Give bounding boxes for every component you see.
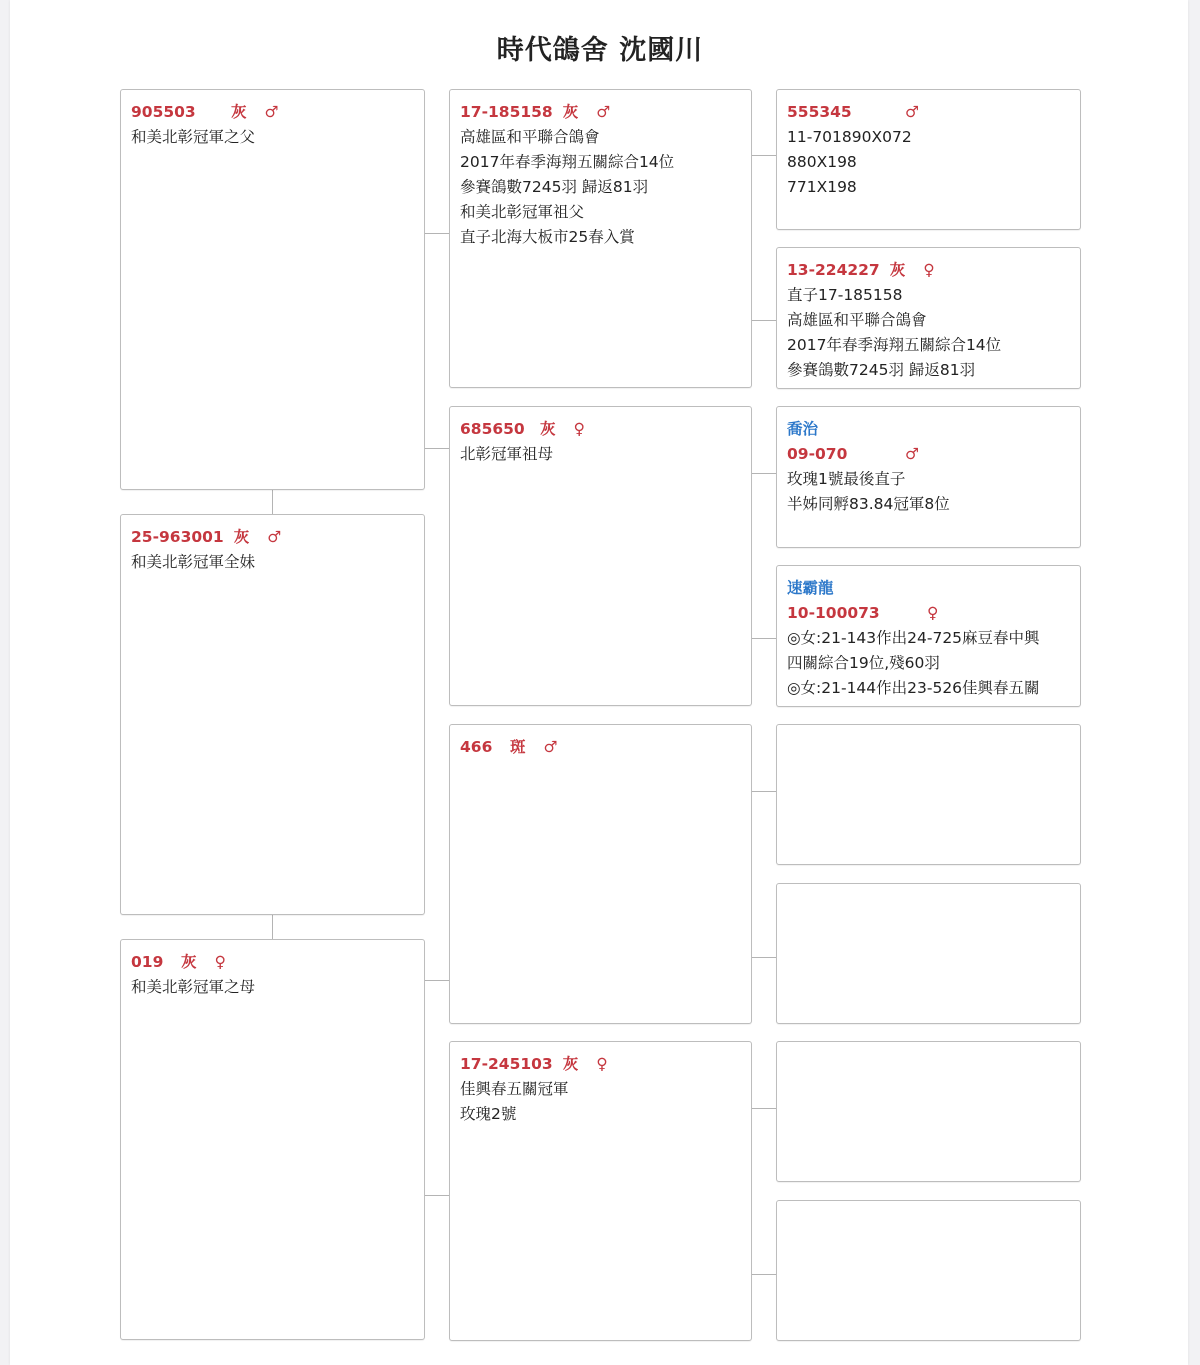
pigeon-box-empty-5 [776,724,1081,865]
pigeon-header [460,735,741,760]
pigeon-header [460,1052,741,1077]
female-icon: ♀ [573,420,585,438]
pigeon-note: ◎女:21-144作出23-526佳興春五關 [787,679,1040,697]
pigeon-box-grandsire-maternal [449,724,752,1024]
connector [751,1274,777,1275]
female-icon: ♀ [596,1055,608,1073]
plumage-color: 灰 [562,103,579,121]
pigeon-note: 直子17-185158 [787,286,903,304]
pigeon-note: 和美北彰冠軍之母 [131,978,256,996]
pigeon-box-empty-8 [776,1200,1081,1341]
connector [424,448,450,449]
plumage-color: 灰 [231,103,247,121]
connector [424,233,450,234]
pigeon-box-grandsire-paternal [449,89,752,388]
ring-number: 17-245103 [460,1055,553,1073]
pigeon-note: 和美北彰冠軍全妹 [131,553,256,571]
pigeon-header [131,950,414,975]
pigeon-note: 半姊同孵83.84冠軍8位 [787,495,950,513]
pigeon-note: 直子北海大板市25春入賞 [460,228,635,246]
ring-number: 13-224227 [787,261,880,279]
connector [751,957,777,958]
ring-number: 10-100073 [787,604,880,622]
pigeon-note: 四關綜合19位,殘60羽 [787,654,940,672]
female-icon: ♀ [214,953,226,971]
pigeon-note: 2017年春季海翔五關綜合14位 [460,153,675,171]
pigeon-box-empty-6 [776,883,1081,1024]
pigeon-note: 玫瑰1號最後直子 [787,470,906,488]
connector [272,489,273,515]
pigeon-header [787,258,1070,283]
pigeon-box-ggs-3 [776,406,1081,548]
pigeon-note: 高雄區和平聯合鴿會 [460,128,600,146]
plumage-color: 灰 [233,528,250,546]
plumage-color: 灰 [562,1055,579,1073]
pigeon-box-subject [120,514,425,915]
pigeon-box-ggd-2 [776,247,1081,389]
ring-number: 466 [460,738,493,756]
ring-number: 685650 [460,420,525,438]
male-icon: ♂ [596,103,611,121]
ring-number: 17-185158 [460,103,553,121]
pigeon-note: 和美北彰冠軍之父 [131,128,256,146]
pigeon-box-granddam-maternal [449,1041,752,1341]
connector [424,980,450,981]
pigeon-nickname: 喬治 [787,420,819,438]
pigeon-header [131,100,414,125]
pigeon-note: 11-701890X072 [787,128,912,146]
plumage-color: 灰 [889,261,906,279]
ring-number: 555345 [787,103,852,121]
connector [272,914,273,940]
page-title: 時代鴿舍 沈國川 [496,35,704,66]
ring-number: 019 [131,953,164,971]
connector [424,1195,450,1196]
connector [751,791,777,792]
pigeon-note: 玫瑰2號 [460,1105,517,1123]
plumage-color: 灰 [540,420,556,438]
ring-number: 905503 [131,103,196,121]
connector [751,155,777,156]
connector [751,638,777,639]
connector [751,1108,777,1109]
pigeon-note: 771X198 [787,178,857,196]
pigeon-note: ◎女:21-143作出24-725麻豆春中興 [787,629,1040,647]
male-icon: ♂ [543,738,558,756]
pigeon-box-ggd-4 [776,565,1081,707]
pigeon-note: 佳興春五關冠軍 [460,1080,569,1098]
pigeon-header [787,601,1070,626]
ring-number: 09-070 [787,445,848,463]
male-icon: ♂ [267,528,282,546]
female-icon: ♀ [927,604,939,622]
connector [751,473,777,474]
pigeon-note: 和美北彰冠軍祖父 [460,203,585,221]
pigeon-note: 880X198 [787,153,857,171]
pigeon-note: 2017年春季海翔五關綜合14位 [787,336,1002,354]
pigeon-header [460,417,741,442]
pigeon-box-granddam-paternal [449,406,752,706]
ring-number: 25-963001 [131,528,224,546]
pigeon-header [131,525,414,550]
pigeon-header [460,100,741,125]
plumage-color: 斑 [510,738,526,756]
connector [751,320,777,321]
pigeon-header [787,100,1070,125]
pigeon-box-dam [120,939,425,1340]
pigeon-header [787,442,1070,467]
plumage-color: 灰 [181,953,197,971]
pigeon-nickname: 速霸龍 [787,579,834,597]
male-icon: ♂ [905,445,919,463]
female-icon: ♀ [923,261,935,279]
pigeon-note: 參賽鴿數7245羽 歸返81羽 [460,178,649,196]
pigeon-box-ggs-1 [776,89,1081,230]
pigeon-note: 參賽鴿數7245羽 歸返81羽 [787,361,976,379]
pigeon-box-empty-7 [776,1041,1081,1182]
male-icon: ♂ [264,103,279,121]
pigeon-box-sire [120,89,425,490]
male-icon: ♂ [905,103,919,121]
pigeon-note: 北彰冠軍祖母 [460,445,554,463]
pigeon-note: 高雄區和平聯合鴿會 [787,311,927,329]
